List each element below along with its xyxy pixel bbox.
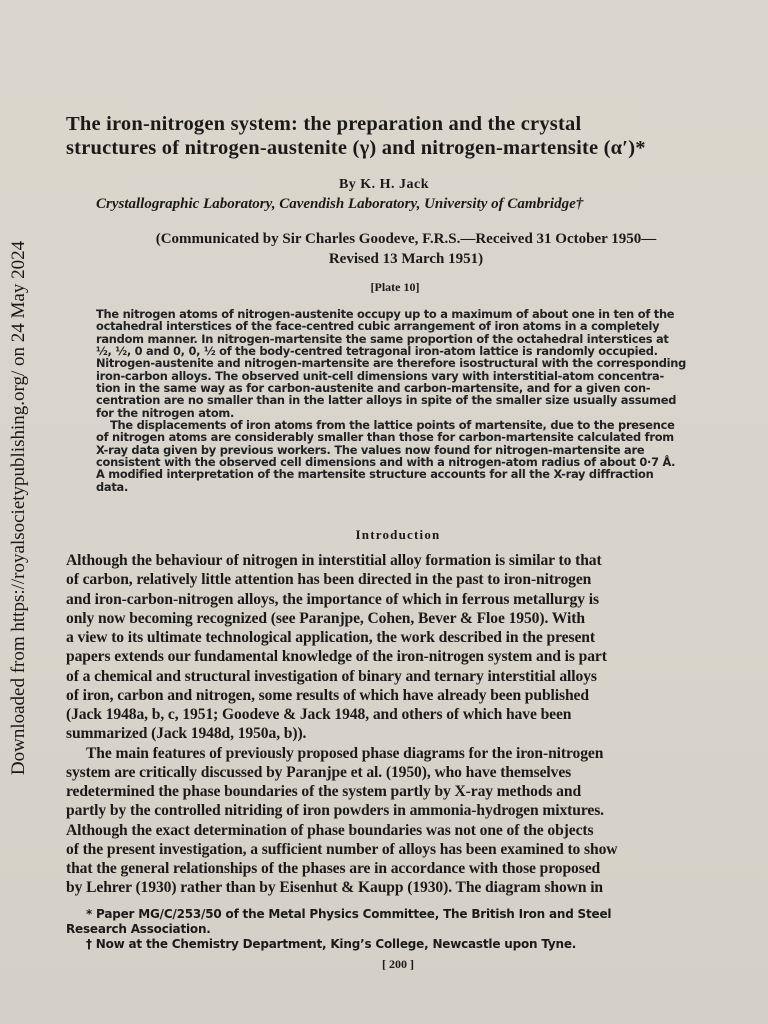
abstract-line: X-ray data given by previous workers. The values now found for nitrogen-martensite are <box>96 442 645 457</box>
body-line: partly by the controlled nitriding of iron powders in ammonia-hydrogen mixtures. <box>66 802 604 820</box>
abstract-line: tion in the same way as for carbon-austenite and carbon-martensite, and for a given con- <box>96 381 651 396</box>
body-line: only now becoming recognized (see Paranjpe, Cohen, Bever & Floe 1950). With <box>66 609 585 627</box>
body-line: of the present investigation, a sufficient number of alloys has been examined to show <box>66 840 618 858</box>
paper-title <box>66 112 738 160</box>
abstract-line: Nitrogen-austenite and nitrogen-martensite are therefore isostructural with the corresponding <box>96 356 687 371</box>
abstract-line: for the nitrogen atom. <box>96 405 235 420</box>
body-line: that the general relationships of the phases are in accordance with those proposed <box>66 860 601 877</box>
body-line: Although the behaviour of nitrogen in interstitial alloy formation is similar to that <box>66 552 602 569</box>
abstract-line: ½, ½, 0 and 0, 0, ½ of the body-centred tetragonal iron-atom lattice is randomly occupied. <box>96 344 658 359</box>
download-watermark-text: Downloaded from https://royalsocietypublishing.org/ on 24 May 2024 <box>8 240 29 776</box>
abstract-line: A modified interpretation of the martensite structure accounts for all the X-ray diffraction <box>96 467 654 482</box>
body-line: by Lehrer (1930) rather than by Eisenhut & Kaupp (1930). The diagram shown in <box>66 879 604 897</box>
abstract-line: octahedral interstices of the face-centred cubic arrangement of iron atoms in a completely <box>96 319 660 334</box>
body-line: papers extends our fundamental knowledge of the iron-nitrogen system and is part <box>66 648 607 666</box>
body-line: and iron-carbon-nitrogen alloys, the importance of which in ferrous metallurgy is <box>66 590 599 608</box>
communication-line: (Communicated by Sir Charles Goodeve, F.R.S.—Received 31 October 1950— <box>155 231 657 247</box>
title-line: The iron-nitrogen system: the preparation and the crystal <box>66 113 582 135</box>
title-line: structures of nitrogen-austenite (γ) and nitrogen-martensite (α′)* <box>66 137 646 159</box>
body-line: of a chemical and structural investigation of binary and ternary interstitial alloys <box>66 667 597 685</box>
abstract-line: data. <box>96 479 129 494</box>
body-line: redetermined the phase boundaries of the system partly by X-ray methods and <box>66 783 582 800</box>
abstract <box>96 308 708 493</box>
footnote-line: Research Association. <box>66 922 211 936</box>
body-line: (Jack 1948a, b, c, 1951; Goodeve & Jack 1948, and others of which have been <box>66 706 572 723</box>
body-line: a view to its ultimate technological application, the work described in the present <box>66 629 595 646</box>
plate-reference: [Plate 10] <box>370 280 420 294</box>
abstract-line: The nitrogen atoms of nitrogen-austenite occupy up to a maximum of about one in ten of the <box>96 307 675 321</box>
abstract-line: The displacements of iron atoms from the lattice points of martensite, due to the presence <box>110 418 675 433</box>
page-number: [ 200 ] <box>382 957 414 971</box>
abstract-line: centration are no smaller than in the latter alloys in spite of the smaller size usually assumed <box>96 393 677 408</box>
footnote-line: † Now at the Chemistry Department, King’s College, Newcastle upon Tyne. <box>86 937 577 951</box>
body-line: of iron, carbon and nitrogen, some results of which have already been published <box>66 686 589 704</box>
author-byline: By K. H. Jack <box>338 177 430 192</box>
body-line: of carbon, relatively little attention has been directed in the past to iron-nitrogen <box>66 571 592 589</box>
abstract-line: iron-carbon alloys. The observed unit-cell dimensions vary with interstitial-atom concentra- <box>96 368 664 383</box>
body-line: system are critically discussed by Paranjpe et al. (1950), who have themselves <box>66 763 572 781</box>
body-line: summarized (Jack 1948d, 1950a, b)). <box>66 725 307 743</box>
footnote-line: * Paper MG/C/253/50 of the Metal Physics Committee, The British Iron and Steel <box>86 907 612 921</box>
abstract-line: random manner. In nitrogen-martensite the same proportion of the octahedral interstices at <box>96 331 669 346</box>
abstract-line: consistent with the observed cell dimensions and with a nitrogen-atom radius of about 0·7 Å. <box>96 455 676 470</box>
affiliation: Crystallographic Laboratory, Cavendish Laboratory, University of Cambridge† <box>96 196 584 212</box>
communication-line: Revised 13 March 1951) <box>328 251 484 267</box>
download-watermark <box>4 240 34 776</box>
body-line: The main features of previously proposed phase diagrams for the iron-nitrogen <box>86 744 604 762</box>
section-heading: Introduction <box>355 527 441 542</box>
body-text <box>66 551 746 898</box>
communication-note <box>96 229 716 269</box>
abstract-line: of nitrogen atoms are considerably smaller than those for carbon-martensite calculated from <box>96 430 674 445</box>
body-line: Although the exact determination of phase boundaries was not one of the objects <box>66 821 594 839</box>
footnotes <box>66 907 738 952</box>
